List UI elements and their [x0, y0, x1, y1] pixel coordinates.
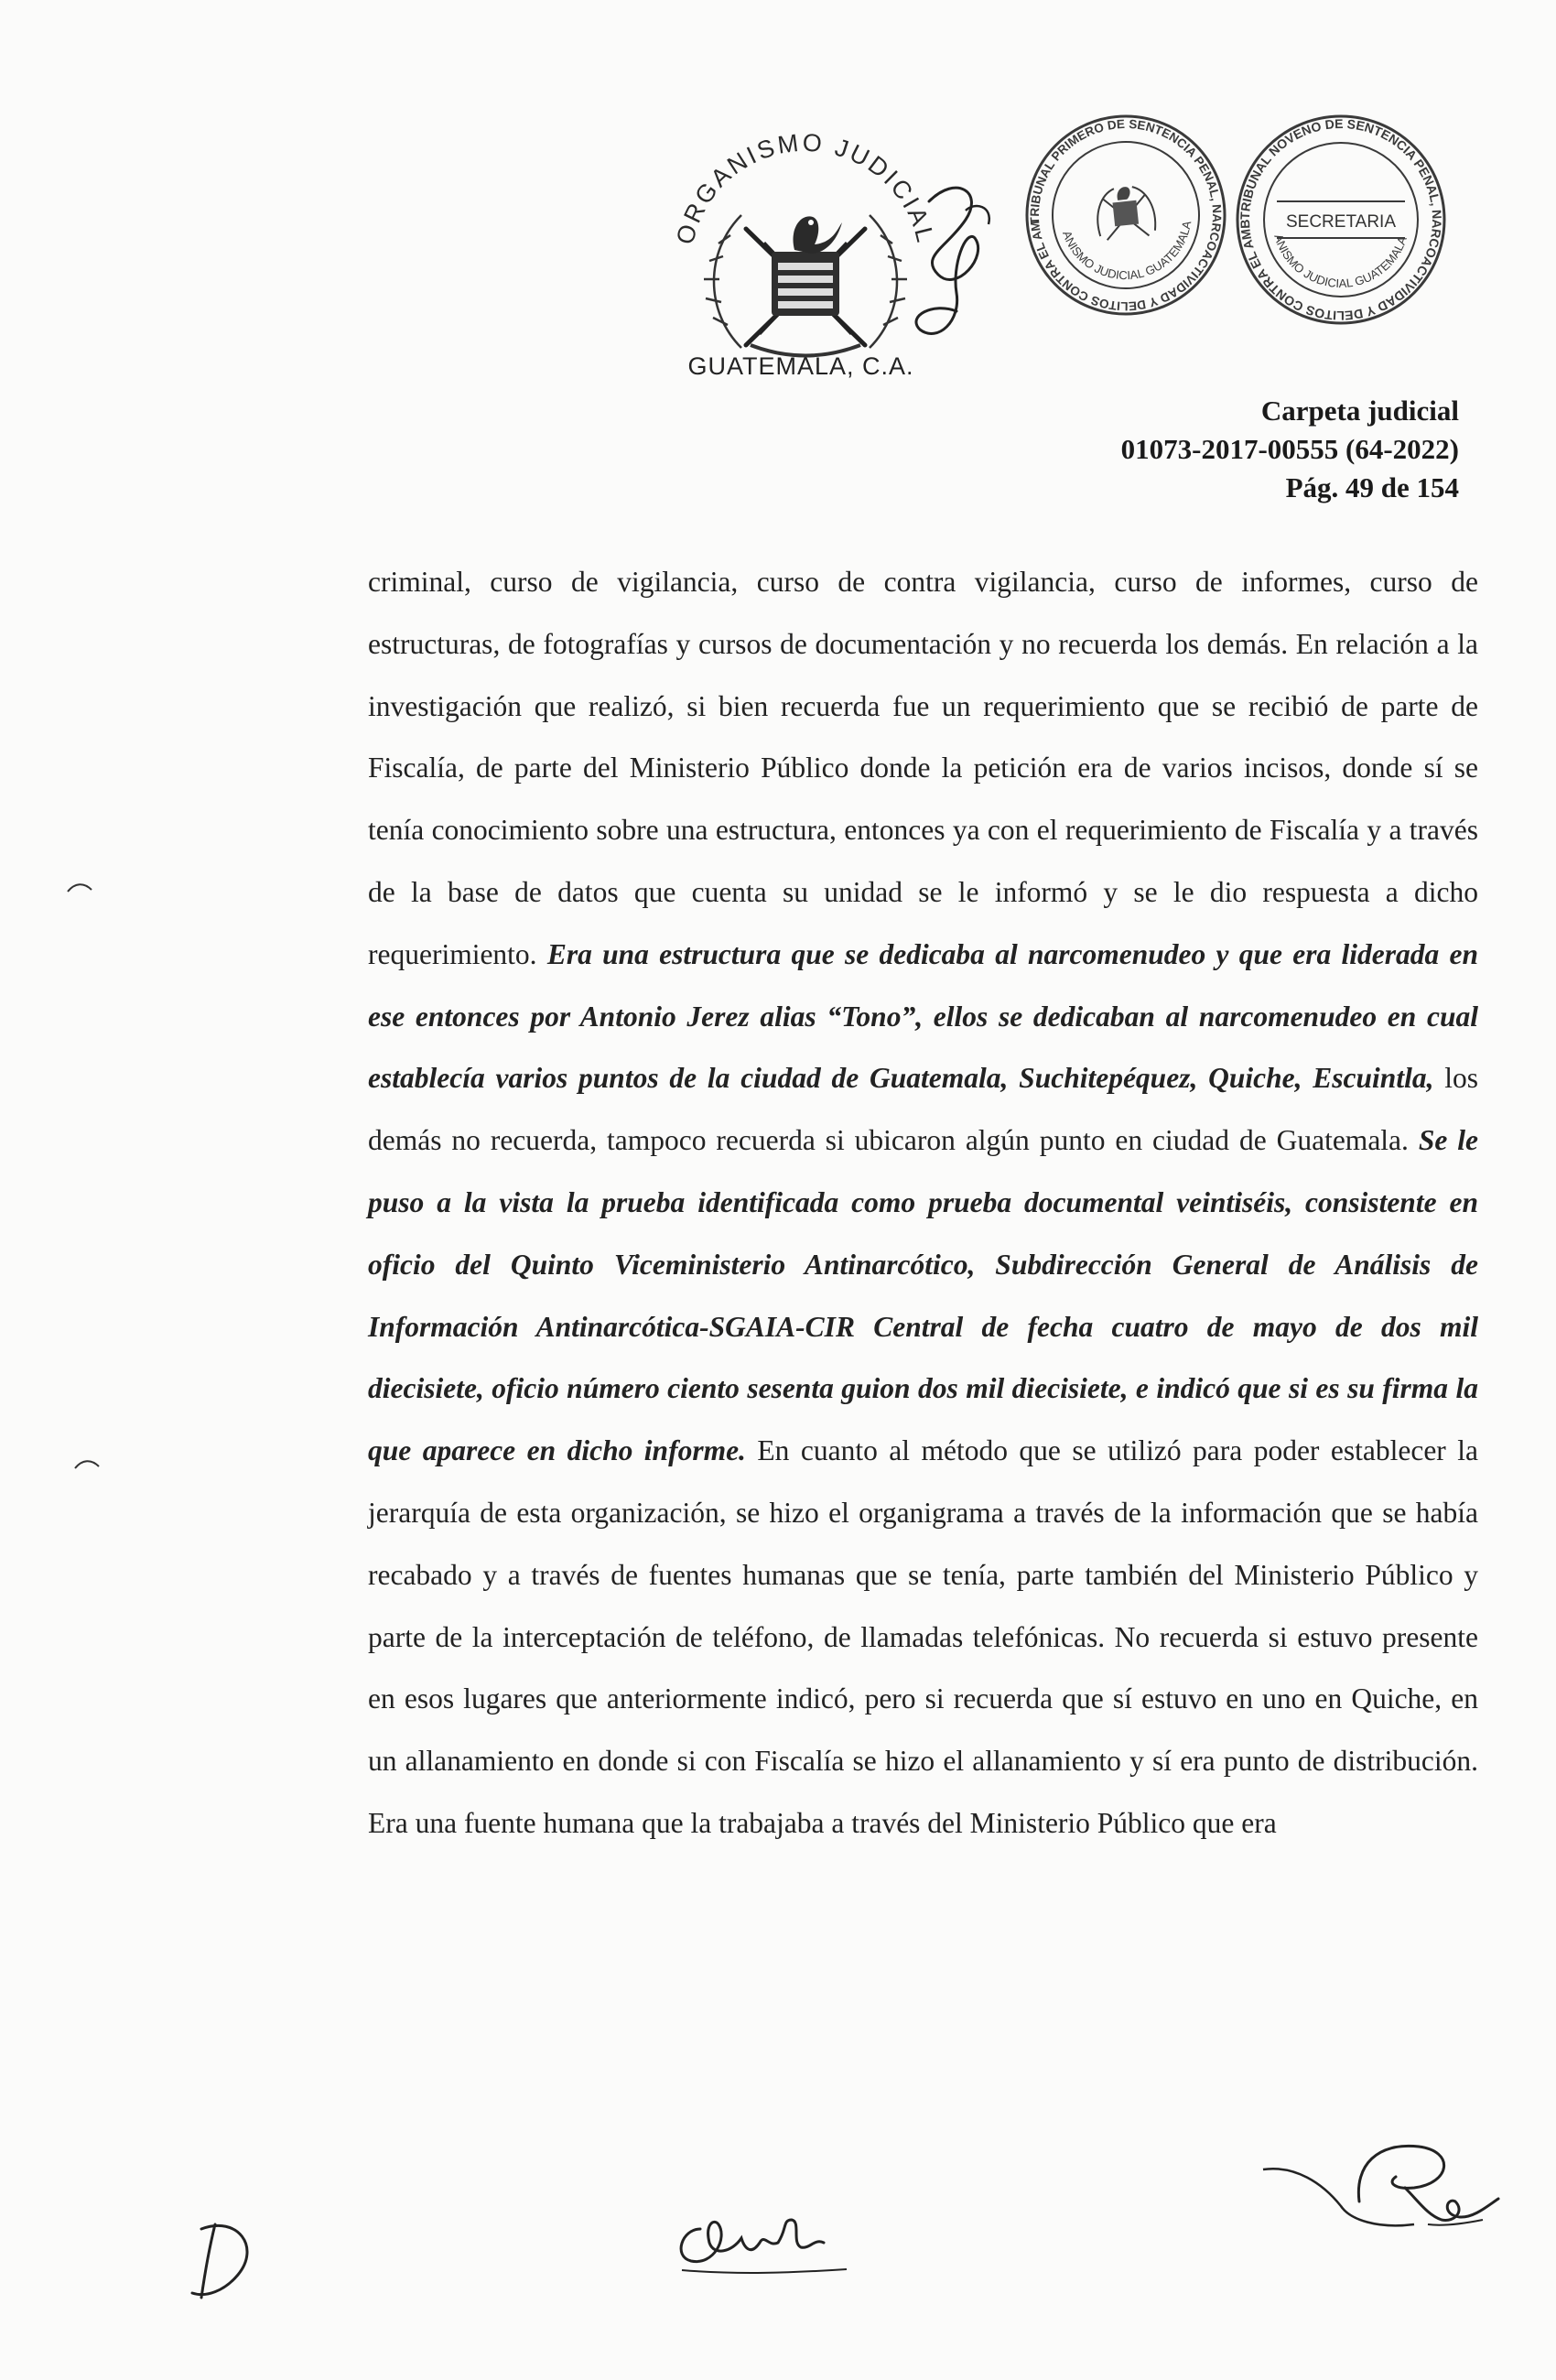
body-text-segment-3: En cuanto al método que se utilizó para poder establecer la jerarquía de esta organización, se hizo el organigrama a través de la información que se había recabado y a través de fuentes humanas que se tenía, parte también del Ministerio Público y parte de la interceptación de teléfono, de llamadas telefónicas. No recuerda si estuvo presente en esos lugares que anteriormente indicó, pero si recuerda que sí estuvo en uno en Quiche, en un allanamiento en donde si con Fiscalía se hizo el allanamiento y sí era punto de distribución. Era una fuente humana que la trabajaba a través del Ministerio Público que era — [368, 1434, 1478, 1839]
case-reference-block — [1121, 392, 1459, 507]
handwritten-initial-icon — [902, 174, 1002, 357]
center-signature — [664, 2192, 856, 2279]
emblem-caption: GUATEMALA, C.A. — [687, 352, 914, 380]
testimony-body — [368, 551, 1478, 1855]
tribunal-seal-stamp-primero — [1010, 100, 1242, 331]
body-text-segment-2: los demás no recuerda, tampoco recuerda si ubicaron algún punto en ciudad de Guatemala. — [368, 1062, 1479, 1157]
court-seal-icon — [1010, 100, 1242, 331]
handwritten-initial-mark — [902, 174, 1002, 357]
stamp-2-bottom-text: ANISMO JUDICIAL GUATEMALA — [1271, 232, 1410, 291]
stamp-2-outer-text: TRIBUNAL NOVENO DE SENTENCIA PENAL, NARCOACTIVIDAD Y DELITOS CONTRA EL AMB — [1237, 115, 1445, 324]
signature-icon — [183, 2211, 265, 2311]
secretaria-seal-icon — [1231, 110, 1451, 330]
right-signature — [1259, 2133, 1506, 2252]
stamp-2-center-text: SECRETARIA — [1285, 212, 1397, 232]
emphasized-text-segment-2: Se le puso a la vista la prueba identificada como prueba documental veintiséis, consistente en oficio del Quinto Viceministerio Antinarcótico, Subdirección General de Análisis de Información Antinarcótica-SGAIA-CIR Central de fecha cuatro de mayo de dos mil diecisiete, oficio número ciento sesenta guion dos mil diecisiete, e indicó que si es su firma la que aparece en dicho informe. — [368, 1124, 1479, 1467]
margin-initial-signature — [183, 2211, 265, 2311]
margin-mark — [66, 881, 93, 893]
margin-mark — [73, 1457, 101, 1470]
page-indicator: Pág. 49 de 154 — [1285, 471, 1459, 503]
signature-icon — [664, 2192, 856, 2279]
case-label: Carpeta judicial — [1260, 395, 1459, 427]
stamp-1-bottom-text: ORGANISMO JUDICIAL GUATEMALA, C.A. — [1010, 110, 1194, 283]
signature-icon — [1259, 2133, 1506, 2252]
tribunal-seal-stamp-secretaria — [1231, 110, 1451, 330]
body-text-segment-1: criminal, curso de vigilancia, curso de contra vigilancia, curso de informes, curso de estructuras, de fotografías y cursos de documentación y no recuerda los demás. En relación a la investigación que realizó, si bien recuerda fue un requerimiento que se recibió de parte de Fiscalía, de parte del Ministerio Público donde la petición era de varios incisos, donde sí se tenía conocimiento sobre una estructura, entonces ya con el requerimiento de Fiscalía y a través de la base de datos que cuenta su unidad se le informó y se le dio respuesta a dicho requerimiento. — [368, 566, 1478, 970]
emblem-arc-text: ORGANISMO JUDICIAL — [671, 128, 940, 248]
case-number: 01073-2017-00555 (64-2022) — [1120, 433, 1459, 465]
body-paragraph — [368, 551, 1478, 1855]
stamp-1-outer-text: TRIBUNAL PRIMERO DE SENTENCIA PENAL, NARCOACTIVIDAD Y DELITOS CONTRA EL AMBIENTE, GUATEMALA — [1010, 110, 1225, 314]
emphasized-text-segment-1: Era una estructura que se dedicaba al narcomenudeo y que era liderada en ese entonces por Antonio Jerez alias “Tono”, ellos se dedicaban al narcomenudeo en cual establecía varios puntos de la ciudad de Guatemala, Suchitepéquez, Quiche, Escuintla, — [368, 937, 1479, 1095]
